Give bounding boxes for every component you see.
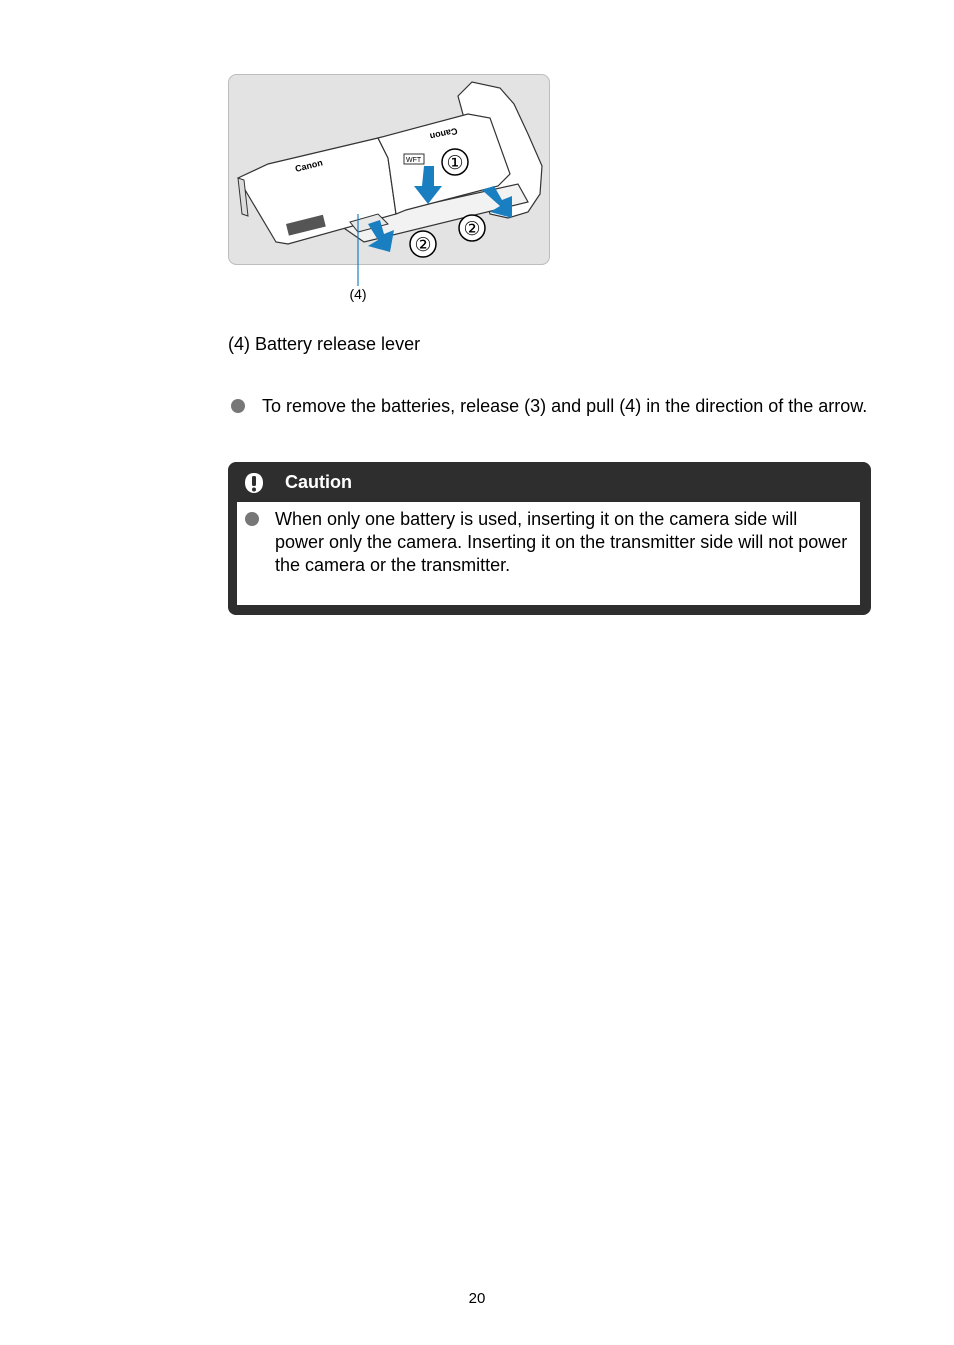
page-number: 20 — [468, 1290, 486, 1307]
callout-1: ① — [446, 152, 464, 174]
battery-brand-left: Canon — [294, 157, 324, 174]
caution-bullet-dot-icon — [245, 512, 259, 526]
figure-caption: (4) Battery release lever — [228, 334, 421, 354]
instruction-bullet — [228, 395, 868, 418]
caution-body — [237, 502, 860, 605]
caution-header — [228, 462, 871, 502]
caution-text: When only one battery is used, inserting it on the camera side will power only the camera. Inserting it on the transmitter side will not power the camera or the transmitter. — [275, 509, 848, 575]
callout-2a: ② — [414, 234, 432, 256]
instruction-text: To remove the batteries, release (3) and pull (4) in the direction of the arrow. — [262, 396, 868, 416]
battery-removal-figure — [228, 74, 550, 308]
bullet-dot-icon — [231, 399, 245, 413]
caution-title: Caution — [285, 472, 352, 492]
battery-brand-right: Canon — [428, 125, 459, 142]
battery-illustration — [228, 74, 550, 308]
caution-box — [228, 462, 871, 615]
callout-2b: ② — [463, 218, 481, 240]
exclamation-shield-icon — [244, 472, 264, 494]
wft-tag: WFT — [406, 157, 422, 164]
label-4: (4) — [349, 286, 367, 302]
